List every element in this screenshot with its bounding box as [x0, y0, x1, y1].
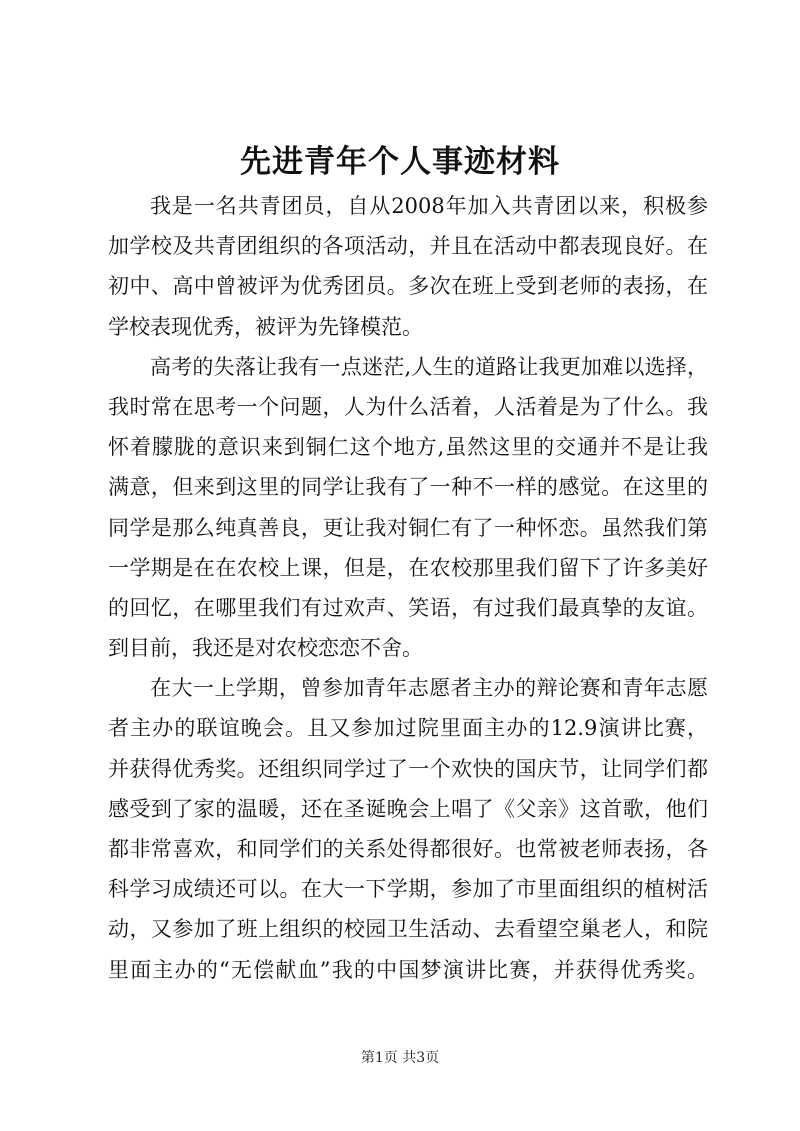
text-line: 初中、高中曾被评为优秀团员。多次在班上受到老师的表扬，在 [108, 274, 708, 299]
document-title: 先进青年个人事迹材料 [240, 144, 560, 180]
text-line: 怀着朦胧的意识来到铜仁这个地方,虽然这里的交通并不是让我 [108, 435, 708, 460]
text-line: 加学校及共青团组织的各项活动，并且在活动中都表现良好。在 [108, 234, 708, 259]
page-footer: 第1页 共3页 [360, 1050, 440, 1066]
text-line: 我时常在思考一个问题，人为什么活着，人活着是为了什么。我 [108, 394, 708, 419]
paragraph [108, 668, 708, 990]
text-line: 者主办的联谊晚会。且又参加过院里面主办的12.9演讲比赛， [108, 716, 708, 741]
text-line: 我是一名共青团员，自从2008年加入共青团以来，积极参 [150, 194, 708, 218]
text-line: 在大一上学期，曾参加青年志愿者主办的辩论赛和青年志愿 [150, 676, 708, 701]
text-line: 到目前，我还是对农校恋恋不舍。 [108, 636, 423, 661]
paragraph [108, 186, 708, 347]
text-line: 并获得优秀奖。还组织同学过了一个欢快的国庆节，让同学们都 [108, 756, 708, 781]
text-line: 满意，但来到这里的同学让我有了一种不一样的感觉。在这里的 [108, 475, 708, 500]
text-line: 同学是那么纯真善良，更让我对铜仁有了一种怀恋。虽然我们第 [108, 515, 708, 540]
text-line: 感受到了家的温暖，还在圣诞晚会上唱了《父亲》这首歌，他们 [108, 796, 708, 821]
text-line: 学校表现优秀，被评为先锋模范。 [108, 314, 423, 339]
paragraph [108, 347, 708, 669]
text-line: 动，又参加了班上组织的校园卫生活动、去看望空巢老人，和院 [108, 917, 708, 942]
document-body [108, 186, 708, 990]
text-line: 高考的失落让我有一点迷茫,人生的道路让我更加难以选择， [150, 354, 708, 379]
text-line: 科学习成绩还可以。在大一下学期，参加了市里面组织的植树活 [108, 877, 708, 902]
text-line: 里面主办的“无偿献血”我的中国梦演讲比赛，并获得优秀奖。 [108, 957, 708, 982]
text-line: 都非常喜欢，和同学们的关系处得都很好。也常被老师表扬，各 [108, 837, 708, 861]
text-line: 的回忆，在哪里我们有过欢声、笑语，有过我们最真挚的友谊。 [108, 595, 708, 620]
text-line: 一学期是在在农校上课，但是，在农校那里我们留下了许多美好 [108, 555, 708, 580]
